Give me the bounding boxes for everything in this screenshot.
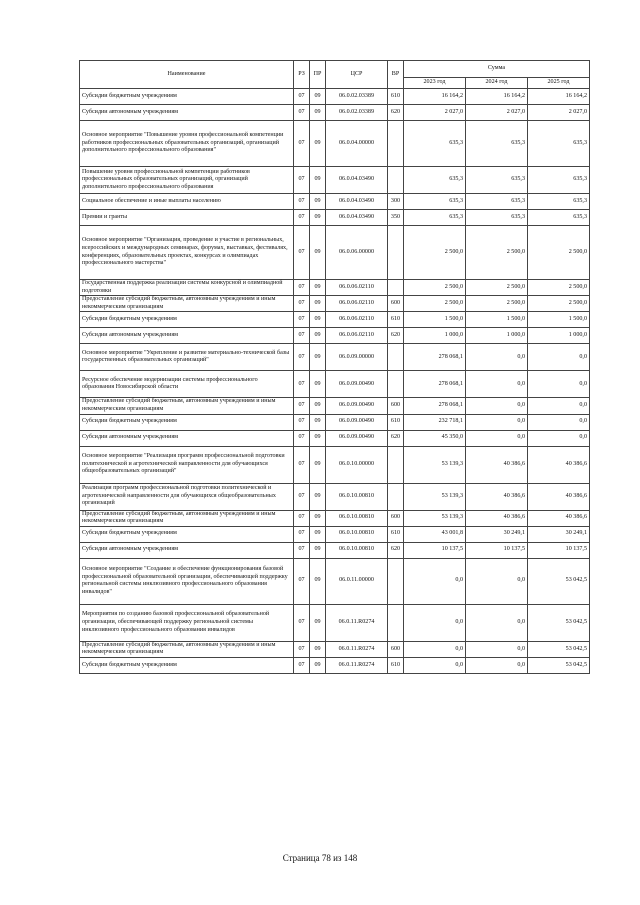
cell-name: Социальное обеспечение и иные выплаты населению: [80, 194, 294, 210]
cell-sum-2024: 40 386,6: [466, 510, 528, 526]
cell-name: Предоставление субсидий бюджетным, автономным учреждениям и иным некоммерческим организациям: [80, 398, 294, 414]
cell-sum-2024: 635,3: [466, 194, 528, 210]
cell-vr: 600: [388, 398, 404, 414]
table-row: [80, 105, 590, 121]
table-row: [80, 604, 590, 641]
cell-rz: 07: [294, 226, 310, 280]
page-footer: Страница 78 из 148: [282, 853, 358, 863]
cell-vr: [388, 483, 404, 510]
cell-name: Субсидии автономным учреждениям: [80, 542, 294, 558]
cell-sum-2023: 53 139,3: [404, 483, 466, 510]
cell-name: Основное мероприятие "Создание и обеспечение функционирования базовой профессиональной образовательной организации, обеспечивающей поддержку региональной системы инклюзивного профессионального образования инвалидов": [80, 558, 294, 604]
cell-sum-2023: 45 350,0: [404, 430, 466, 446]
cell-pr: 09: [310, 121, 326, 167]
cell-sum-2024: 40 386,6: [466, 446, 528, 483]
cell-vr: [388, 446, 404, 483]
col-header-rz: РЗ: [294, 61, 310, 89]
cell-pr: 09: [310, 483, 326, 510]
cell-csr: 06.0.10.00810: [326, 510, 388, 526]
cell-sum-2024: 0,0: [466, 414, 528, 430]
cell-sum-2023: 278 068,1: [404, 398, 466, 414]
table-row: [80, 226, 590, 280]
cell-sum-2025: 16 164,2: [528, 89, 590, 105]
cell-name: Субсидии бюджетным учреждениям: [80, 526, 294, 542]
cell-csr: 06.0.06.02110: [326, 296, 388, 312]
cell-rz: 07: [294, 398, 310, 414]
cell-sum-2025: 53 042,5: [528, 657, 590, 673]
cell-sum-2024: 2 500,0: [466, 280, 528, 296]
cell-csr: 06.0.06.00000: [326, 226, 388, 280]
cell-name: Субсидии автономным учреждениям: [80, 430, 294, 446]
cell-rz: 07: [294, 641, 310, 657]
cell-pr: 09: [310, 226, 326, 280]
cell-name: Реализация программ профессиональной подготовки политехнической и агротехнической направленности для обучающихся общеобразовательных организаций: [80, 483, 294, 510]
cell-sum-2025: 635,3: [528, 121, 590, 167]
cell-pr: 09: [310, 510, 326, 526]
cell-sum-2024: 40 386,6: [466, 483, 528, 510]
cell-vr: 600: [388, 296, 404, 312]
table-header-row: [80, 61, 590, 78]
cell-sum-2024: 0,0: [466, 371, 528, 398]
cell-pr: 09: [310, 89, 326, 105]
cell-rz: 07: [294, 194, 310, 210]
cell-vr: [388, 558, 404, 604]
cell-sum-2025: 1 500,0: [528, 312, 590, 328]
cell-sum-2023: 2 027,0: [404, 105, 466, 121]
table-row: [80, 483, 590, 510]
cell-name: Основное мероприятие "Реализация программ профессиональной подготовки политехнической и агротехнической направленности для обучающихся общеобразовательных организаций": [80, 446, 294, 483]
cell-rz: 07: [294, 167, 310, 194]
cell-pr: 09: [310, 344, 326, 371]
cell-vr: 610: [388, 526, 404, 542]
cell-sum-2024: 30 249,1: [466, 526, 528, 542]
cell-sum-2025: 30 249,1: [528, 526, 590, 542]
cell-vr: 600: [388, 641, 404, 657]
table-row: [80, 641, 590, 657]
cell-pr: 09: [310, 167, 326, 194]
cell-sum-2023: 1 500,0: [404, 312, 466, 328]
table-row: [80, 398, 590, 414]
cell-pr: 09: [310, 194, 326, 210]
cell-sum-2023: 43 001,8: [404, 526, 466, 542]
cell-csr: 06.0.09.00490: [326, 414, 388, 430]
cell-rz: 07: [294, 558, 310, 604]
cell-pr: 09: [310, 604, 326, 641]
table-row: [80, 371, 590, 398]
cell-csr: 06.0.10.00810: [326, 542, 388, 558]
cell-rz: 07: [294, 483, 310, 510]
col-header-year-2025: 2025 год: [528, 78, 590, 89]
cell-csr: 06.0.04.00000: [326, 121, 388, 167]
cell-name: Ресурсное обеспечение модернизации системы профессионального образования Новосибирской области: [80, 371, 294, 398]
col-header-name: Наименование: [80, 61, 294, 89]
cell-vr: 300: [388, 194, 404, 210]
cell-name: Субсидии бюджетным учреждениям: [80, 312, 294, 328]
cell-vr: [388, 280, 404, 296]
table-row: [80, 510, 590, 526]
cell-sum-2024: 1 500,0: [466, 312, 528, 328]
cell-sum-2023: 1 000,0: [404, 328, 466, 344]
cell-csr: 06.0.10.00810: [326, 483, 388, 510]
cell-sum-2025: 0,0: [528, 430, 590, 446]
cell-name: Основное мероприятие "Повышение уровня профессиональной компетенции работников профессиональных образовательных организаций, организаций дополнительного профессионального образования": [80, 121, 294, 167]
cell-rz: 07: [294, 414, 310, 430]
table-row: [80, 280, 590, 296]
cell-name: Государственная поддержка реализации системы конкурсной и олимпиадной подготовки: [80, 280, 294, 296]
table-row: [80, 558, 590, 604]
cell-vr: 610: [388, 414, 404, 430]
cell-rz: 07: [294, 89, 310, 105]
cell-sum-2025: 0,0: [528, 371, 590, 398]
cell-csr: 06.0.11.R0274: [326, 657, 388, 673]
cell-rz: 07: [294, 526, 310, 542]
cell-rz: 07: [294, 604, 310, 641]
cell-sum-2024: 0,0: [466, 398, 528, 414]
table-row: [80, 328, 590, 344]
cell-rz: 07: [294, 296, 310, 312]
cell-vr: [388, 121, 404, 167]
table-row: [80, 344, 590, 371]
cell-sum-2023: 0,0: [404, 657, 466, 673]
cell-pr: 09: [310, 328, 326, 344]
table-row: [80, 430, 590, 446]
cell-csr: 06.0.09.00490: [326, 371, 388, 398]
cell-sum-2023: 635,3: [404, 167, 466, 194]
cell-pr: 09: [310, 641, 326, 657]
cell-pr: 09: [310, 296, 326, 312]
cell-sum-2025: 53 042,5: [528, 558, 590, 604]
cell-sum-2023: 0,0: [404, 641, 466, 657]
cell-name: Мероприятия по созданию базовой профессиональной образовательной организации, обеспечивающей поддержку региональной системы инклюзивного профессионального образования инвалидов: [80, 604, 294, 641]
cell-pr: 09: [310, 398, 326, 414]
cell-pr: 09: [310, 371, 326, 398]
cell-sum-2023: 0,0: [404, 558, 466, 604]
cell-sum-2025: 1 000,0: [528, 328, 590, 344]
cell-name: Предоставление субсидий бюджетным, автономным учреждениям и иным некоммерческим организациям: [80, 510, 294, 526]
cell-sum-2024: 635,3: [466, 210, 528, 226]
cell-sum-2025: 635,3: [528, 167, 590, 194]
cell-sum-2024: 0,0: [466, 641, 528, 657]
cell-csr: 06.0.09.00490: [326, 398, 388, 414]
table-row: [80, 446, 590, 483]
cell-rz: 07: [294, 344, 310, 371]
cell-name: Субсидии бюджетным учреждениям: [80, 89, 294, 105]
cell-sum-2023: 16 164,2: [404, 89, 466, 105]
cell-sum-2025: 10 137,5: [528, 542, 590, 558]
cell-name: Основное мероприятие "Укрепление и развитие материально-технической базы государственных образовательных организаций": [80, 344, 294, 371]
cell-sum-2023: 10 137,5: [404, 542, 466, 558]
cell-vr: 620: [388, 105, 404, 121]
cell-sum-2024: 0,0: [466, 344, 528, 371]
cell-rz: 07: [294, 105, 310, 121]
cell-sum-2024: 16 164,2: [466, 89, 528, 105]
cell-sum-2023: 0,0: [404, 604, 466, 641]
cell-csr: 06.0.06.02110: [326, 312, 388, 328]
cell-sum-2024: 2 500,0: [466, 296, 528, 312]
cell-sum-2025: 2 500,0: [528, 280, 590, 296]
cell-sum-2023: 635,3: [404, 121, 466, 167]
cell-sum-2025: 0,0: [528, 344, 590, 371]
cell-csr: 06.0.09.00490: [326, 430, 388, 446]
cell-pr: 09: [310, 446, 326, 483]
cell-name: Основное мероприятие "Организация, проведение и участие в региональных, всероссийских и международных семинарах, форумах, выставках, фестивалях, конференциях, образовательных проектах, конкурсах и олимпиадах профессионального мастерства": [80, 226, 294, 280]
cell-csr: 06.0.04.03490: [326, 194, 388, 210]
table-row: [80, 167, 590, 194]
cell-vr: [388, 167, 404, 194]
col-header-vr: ВР: [388, 61, 404, 89]
cell-csr: 06.0.06.02110: [326, 280, 388, 296]
cell-pr: 09: [310, 312, 326, 328]
cell-name: Предоставление субсидий бюджетным, автономным учреждениям и иным некоммерческим организациям: [80, 296, 294, 312]
cell-sum-2025: 40 386,6: [528, 510, 590, 526]
cell-vr: 610: [388, 312, 404, 328]
budget-table: [79, 60, 590, 674]
cell-sum-2025: 0,0: [528, 414, 590, 430]
table-row: [80, 296, 590, 312]
cell-pr: 09: [310, 105, 326, 121]
col-header-pr: ПР: [310, 61, 326, 89]
cell-pr: 09: [310, 430, 326, 446]
cell-rz: 07: [294, 210, 310, 226]
cell-sum-2025: 53 042,5: [528, 604, 590, 641]
table-row: [80, 194, 590, 210]
cell-pr: 09: [310, 414, 326, 430]
cell-csr: 06.0.11.00000: [326, 558, 388, 604]
cell-name: Предоставление субсидий бюджетным, автономным учреждениям и иным некоммерческим организациям: [80, 641, 294, 657]
cell-sum-2025: 53 042,5: [528, 641, 590, 657]
cell-vr: [388, 371, 404, 398]
cell-sum-2024: 0,0: [466, 430, 528, 446]
cell-vr: 620: [388, 328, 404, 344]
cell-vr: 350: [388, 210, 404, 226]
cell-csr: 06.0.04.03490: [326, 167, 388, 194]
table-row: [80, 414, 590, 430]
cell-vr: 600: [388, 510, 404, 526]
cell-sum-2024: 2 500,0: [466, 226, 528, 280]
cell-sum-2025: 0,0: [528, 398, 590, 414]
cell-sum-2024: 635,3: [466, 167, 528, 194]
col-header-csr: ЦСР: [326, 61, 388, 89]
cell-csr: 06.0.02.03389: [326, 89, 388, 105]
cell-rz: 07: [294, 280, 310, 296]
cell-sum-2023: 232 718,1: [404, 414, 466, 430]
cell-sum-2024: 0,0: [466, 558, 528, 604]
cell-sum-2025: 2 500,0: [528, 226, 590, 280]
cell-sum-2025: 635,3: [528, 210, 590, 226]
cell-pr: 09: [310, 210, 326, 226]
col-header-sum: Сумма: [404, 61, 590, 78]
cell-sum-2024: 1 000,0: [466, 328, 528, 344]
cell-rz: 07: [294, 371, 310, 398]
cell-sum-2023: 278 068,1: [404, 371, 466, 398]
table-row: [80, 542, 590, 558]
cell-sum-2024: 0,0: [466, 604, 528, 641]
cell-vr: [388, 226, 404, 280]
cell-sum-2023: 635,3: [404, 194, 466, 210]
cell-sum-2023: 53 139,3: [404, 510, 466, 526]
cell-sum-2023: 2 500,0: [404, 226, 466, 280]
table-row: [80, 89, 590, 105]
col-header-year-2024: 2024 год: [466, 78, 528, 89]
cell-rz: 07: [294, 121, 310, 167]
table-row: [80, 121, 590, 167]
cell-sum-2023: 2 500,0: [404, 280, 466, 296]
cell-vr: [388, 344, 404, 371]
cell-sum-2025: 40 386,6: [528, 446, 590, 483]
cell-csr: 06.0.04.03490: [326, 210, 388, 226]
cell-sum-2023: 635,3: [404, 210, 466, 226]
col-header-year-2023: 2023 год: [404, 78, 466, 89]
table-row: [80, 312, 590, 328]
cell-csr: 06.0.09.00000: [326, 344, 388, 371]
cell-csr: 06.0.11.R0274: [326, 604, 388, 641]
cell-csr: 06.0.02.03389: [326, 105, 388, 121]
cell-vr: [388, 604, 404, 641]
table-row: [80, 657, 590, 673]
cell-sum-2024: 2 027,0: [466, 105, 528, 121]
cell-sum-2025: 40 386,6: [528, 483, 590, 510]
cell-vr: 610: [388, 657, 404, 673]
cell-csr: 06.0.06.02110: [326, 328, 388, 344]
cell-csr: 06.0.10.00000: [326, 446, 388, 483]
cell-sum-2024: 635,3: [466, 121, 528, 167]
cell-name: Субсидии бюджетным учреждениям: [80, 414, 294, 430]
table-row: [80, 526, 590, 542]
cell-rz: 07: [294, 510, 310, 526]
cell-rz: 07: [294, 542, 310, 558]
cell-sum-2025: 2 500,0: [528, 296, 590, 312]
cell-rz: 07: [294, 312, 310, 328]
table-body: [80, 89, 590, 674]
cell-pr: 09: [310, 542, 326, 558]
cell-sum-2023: 278 068,1: [404, 344, 466, 371]
cell-pr: 09: [310, 657, 326, 673]
cell-rz: 07: [294, 430, 310, 446]
cell-sum-2023: 53 139,3: [404, 446, 466, 483]
cell-pr: 09: [310, 526, 326, 542]
cell-sum-2023: 2 500,0: [404, 296, 466, 312]
cell-sum-2025: 635,3: [528, 194, 590, 210]
cell-sum-2025: 2 027,0: [528, 105, 590, 121]
cell-sum-2024: 0,0: [466, 657, 528, 673]
cell-csr: 06.0.11.R0274: [326, 641, 388, 657]
cell-name: Субсидии автономным учреждениям: [80, 105, 294, 121]
cell-pr: 09: [310, 280, 326, 296]
cell-rz: 07: [294, 657, 310, 673]
table-row: [80, 210, 590, 226]
cell-vr: 620: [388, 542, 404, 558]
cell-name: Субсидии бюджетным учреждениям: [80, 657, 294, 673]
cell-sum-2024: 10 137,5: [466, 542, 528, 558]
cell-name: Субсидии автономным учреждениям: [80, 328, 294, 344]
cell-vr: 610: [388, 89, 404, 105]
cell-name: Премии и гранты: [80, 210, 294, 226]
cell-csr: 06.0.10.00810: [326, 526, 388, 542]
cell-rz: 07: [294, 446, 310, 483]
cell-rz: 07: [294, 328, 310, 344]
cell-name: Повышение уровня профессиональной компетенции работников профессиональных образовательных организаций, организаций дополнительного профессионального образования: [80, 167, 294, 194]
cell-vr: 620: [388, 430, 404, 446]
cell-pr: 09: [310, 558, 326, 604]
